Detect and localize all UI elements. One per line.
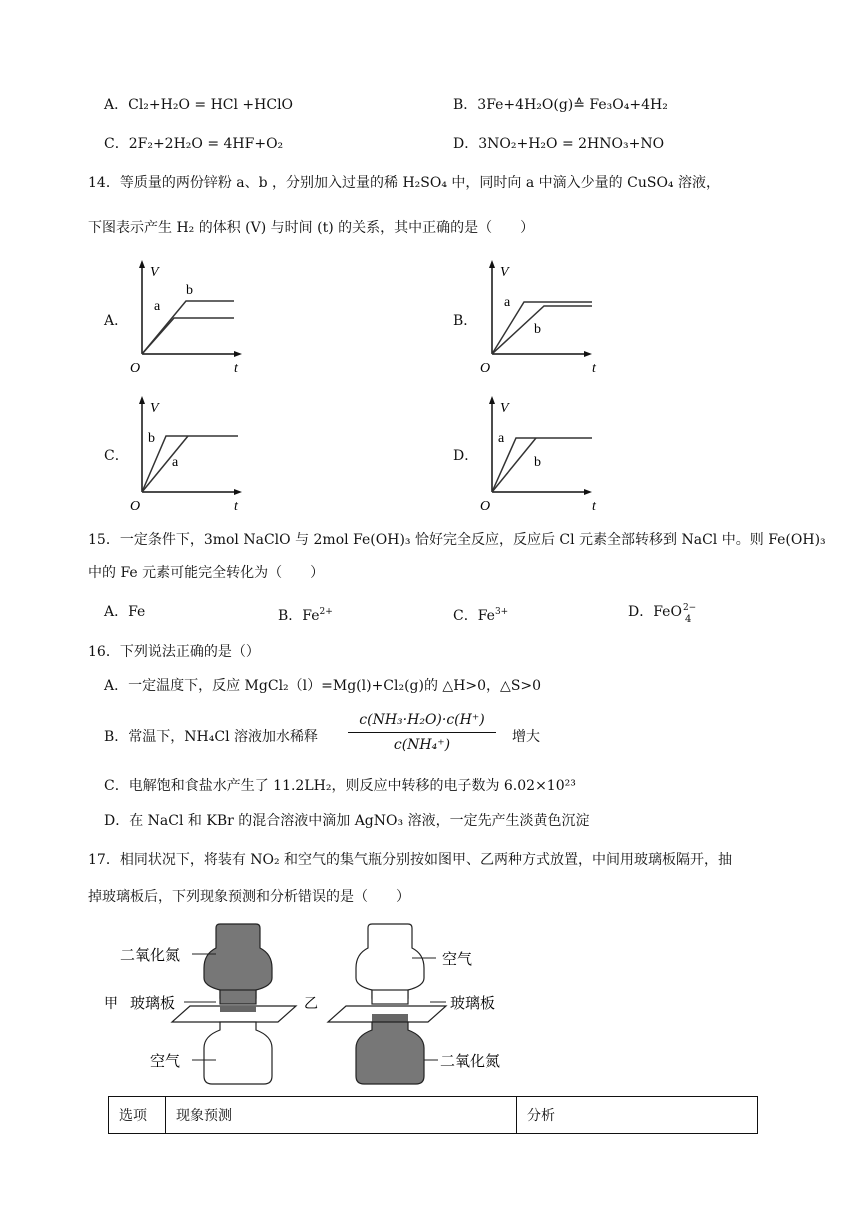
axis-t-label: t [592,499,596,512]
label-air-jia: 空气 [150,1052,181,1070]
q14-graph-label-c: C． [104,448,129,464]
q15-option-d-charge: 2− [682,603,697,613]
label-air-yi: 空气 [442,950,473,968]
fraction-bar [348,732,496,733]
curve-a-label: a [154,299,161,314]
q14-graph-label-a: A． [104,313,129,329]
q13-option-c: C．2F₂+2H₂O = 4HF+O₂ [104,136,284,152]
q15-option-d-subscript: 4 [684,614,692,625]
axis-v-label: V [150,401,159,416]
curve-b-label: b [534,455,541,470]
axis-t-label: t [234,361,238,376]
q16-fraction-denominator: c(NH₄⁺) [393,737,451,753]
curve-a-label: a [172,455,179,470]
q14-graph-d [478,392,603,512]
q16-fraction-numerator: c(NH₃·H₂O)·c(H⁺) [359,712,485,728]
label-glass-yi: 玻璃板 [450,994,496,1012]
q15-option-c-text: C．Fe [453,608,495,624]
curve-b-label: b [534,322,541,337]
table-header-row [109,1097,758,1134]
label-yi: 乙 [304,996,318,1012]
q15-stem-line1: 15．一定条件下，3mol NaClO 与 2mol Fe(OH)₃ 恰好完全反应，反应后 Cl 元素全部转移到 NaCl 中。则 Fe(OH)₃ [88,532,826,548]
q17-apparatus-diagram [100,918,520,1093]
q16-option-c: C．电解饱和食盐水产生了 11.2LH₂，则反应中转移的电子数为 6.02×10²³ [104,778,576,794]
q13-option-a: A．Cl₂+H₂O = HCl +HClO [104,97,294,113]
q14-graph-label-b: B． [453,313,478,329]
origin-label: O [130,361,141,376]
q16-option-d: D．在 NaCl 和 KBr 的混合溶液中滴加 AgNO₃ 溶液，一定先产生淡黄色沉淀 [104,813,590,829]
q16-option-b-suffix: 增大 [512,729,540,745]
table-header-cell: 选项 [109,1097,166,1134]
q15-option-b-text: B．Fe [278,608,320,624]
label-jia: 甲 [104,996,118,1012]
axis-v-label: V [500,401,509,416]
curve-b-label: b [186,283,193,298]
q13-option-b: B．3Fe+4H₂O(g)≙ Fe₃O₄+4H₂ [453,97,668,113]
q17-stem-line2: 掉玻璃板后，下列现象预测和分析错误的是（ ） [88,889,410,905]
q15-stem-line2: 中的 Fe 元素可能完全转化为（ ） [88,565,325,581]
q16-stem: 16．下列说法正确的是（） [88,644,260,660]
q14-graph-a [128,258,253,378]
curve-a-label: a [498,431,505,446]
q14-graph-b [478,258,603,378]
axis-t-label: t [234,499,238,512]
label-no2-jia: 二氧化氮 [120,946,181,964]
origin-label: O [480,361,491,376]
q15-option-d [628,602,697,625]
label-glass-jia: 玻璃板 [130,994,176,1012]
q14-graph-c [128,392,253,512]
table-header-cell: 现象预测 [166,1097,517,1134]
label-no2-yi: 二氧化氮 [440,1052,501,1070]
q14-stem-line1: 14．等质量的两份锌粉 a、b ，分别加入过量的稀 H₂SO₄ 中，同时向 a 中滴入少量的 CuSO₄ 溶液， [88,175,720,191]
q13-option-d: D．3NO₂+H₂O = 2HNO₃+NO [453,136,665,152]
q17-stem-line1: 17．相同状况下，将装有 NO₂ 和空气的集气瓶分别按如图甲、乙两种方式放置，中间用玻璃板隔开，抽 [88,852,733,868]
axis-v-label: V [150,265,159,280]
q15-option-a: A．Fe [104,604,146,620]
q15-option-d-text: D．FeO [628,604,682,620]
q14-stem-line2: 下图表示产生 H₂ 的体积 (V) 与时间 (t) 的关系，其中正确的是（ ） [88,220,535,236]
q15-option-b-charge: 2+ [319,607,333,617]
q14-graph-label-d: D． [453,448,479,464]
q17-answer-table [108,1096,758,1134]
q15-option-b [278,602,333,626]
curve-a-label: a [504,295,511,310]
q16-fraction [344,710,500,755]
q15-option-c [453,602,508,626]
q15-option-c-charge: 3+ [494,607,509,617]
axis-t-label: t [592,361,596,376]
q16-option-a: A．一定温度下，反应 MgCl₂（l）=Mg(l)+Cl₂(g)的 △H>0，△S>0 [104,678,542,694]
origin-label: O [480,499,491,512]
axis-v-label: V [500,265,509,280]
q16-option-b-text: B．常温下，NH₄Cl 溶液加水稀释 [104,729,318,745]
origin-label: O [130,499,141,512]
table-header-cell: 分析 [517,1097,758,1134]
curve-b-label: b [148,431,155,446]
